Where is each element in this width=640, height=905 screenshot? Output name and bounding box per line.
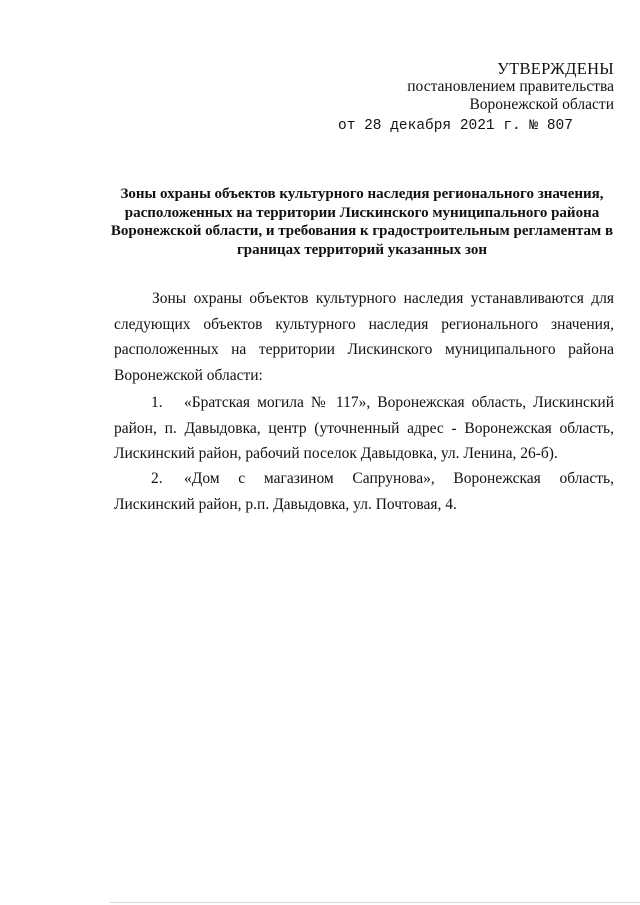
approval-stamp: УТВЕРЖДЕНЫ [497,59,614,78]
approval-date: от 28 декабря 2021 г. № 807 [338,118,573,134]
list-item [114,390,614,467]
list-item [114,466,614,517]
scan-edge-line [110,902,640,903]
approval-block [407,60,614,114]
approval-line-2: Воронежской области [469,96,614,113]
intro-paragraph: Зоны охраны объектов культурного наследия устанавливаются для следующих объектов культурного наследия регионального значения, расположенных на территории Лискинского муниципального района Воронежской области: [114,290,614,384]
list-item-number: 1. [151,394,163,411]
approval-line-1: постановлением правительства [407,78,614,95]
list-item-number: 2. [151,470,163,487]
list-item-text: «Братская могила № 117», Воронежская область, Лискинский район, п. Давыдовка, центр (уточненный адрес - Воронежская область, Лискинский район, рабочий поселок Давыдовка, ул. Ленина, 26-б). [114,394,614,462]
document-title: Зоны охраны объектов культурного наследия регионального значения, расположенных на территории Лискинского муниципального района Воронежской области, и требования к градостроительным регламентам в границах территорий указанных зон [110,186,614,258]
list-item-text: «Дом с магазином Сапрунова», Воронежская область, Лискинский район, р.п. Давыдовка, ул. Почтовая, 4. [114,470,614,513]
